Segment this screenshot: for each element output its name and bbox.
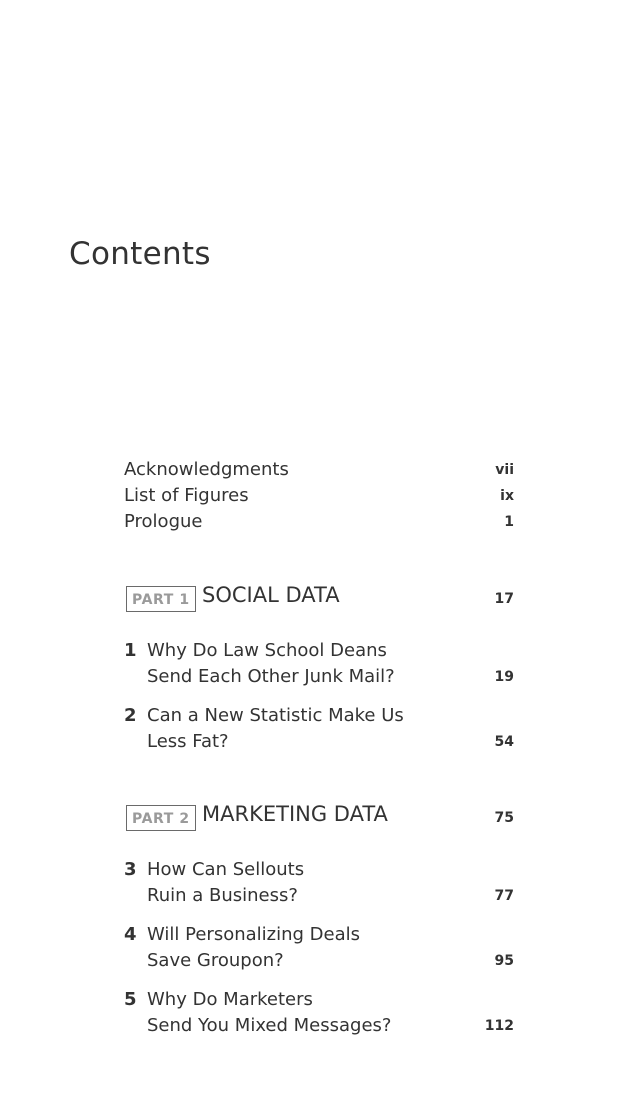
toc-chapter-4[interactable] (124, 924, 514, 980)
chapter-title-line-2: Ruin a Business? (147, 885, 298, 906)
toc-page-number: 95 (494, 953, 514, 969)
toc-entry-list-of-figures[interactable] (124, 485, 514, 511)
chapter-number: 5 (124, 989, 137, 1010)
toc-chapter-5[interactable] (124, 989, 514, 1045)
toc-entry-label: List of Figures (124, 485, 249, 506)
toc-entry-acknowledgments[interactable] (124, 459, 514, 485)
chapter-title-line-2: Send Each Other Junk Mail? (147, 666, 395, 687)
toc-chapter-2[interactable] (124, 705, 514, 761)
page-title: Contents (69, 236, 211, 272)
toc-entry-label: Acknowledgments (124, 459, 289, 480)
part-title: SOCIAL DATA (202, 583, 340, 607)
chapter-number: 2 (124, 705, 137, 726)
part-label-badge: PART 2 (126, 805, 196, 831)
toc-page-number: 75 (494, 810, 514, 826)
toc-page-number: 1 (504, 514, 514, 530)
part-label-badge: PART 1 (126, 586, 196, 612)
toc-chapter-1[interactable] (124, 640, 514, 696)
toc-part-2[interactable] (124, 802, 514, 839)
chapter-title-line-1: Why Do Law School Deans (147, 640, 387, 661)
chapter-title-line-2: Less Fat? (147, 731, 229, 752)
toc-entry-prologue[interactable] (124, 511, 514, 537)
chapter-title-line-1: How Can Sellouts (147, 859, 305, 880)
toc-page-number: 17 (494, 591, 514, 607)
part-title: MARKETING DATA (202, 802, 388, 826)
toc-entry-label: Prologue (124, 511, 203, 532)
toc-page-number: ix (500, 488, 514, 504)
toc-page-number: 19 (494, 669, 514, 685)
chapter-title-line-1: Will Personalizing Deals (147, 924, 360, 945)
chapter-title-line-2: Save Groupon? (147, 950, 284, 971)
toc-page-number: 54 (494, 734, 514, 750)
chapter-title-line-1: Why Do Marketers (147, 989, 313, 1010)
chapter-number: 3 (124, 859, 137, 880)
toc-page-number: 112 (484, 1018, 514, 1034)
chapter-number: 4 (124, 924, 137, 945)
toc-page-number: vii (495, 462, 514, 478)
toc-part-1[interactable] (124, 583, 514, 620)
toc-page-number: 77 (494, 888, 514, 904)
chapter-number: 1 (124, 640, 137, 661)
chapter-title-line-1: Can a New Statistic Make Us (147, 705, 404, 726)
toc-chapter-3[interactable] (124, 859, 514, 915)
chapter-title-line-2: Send You Mixed Messages? (147, 1015, 392, 1036)
